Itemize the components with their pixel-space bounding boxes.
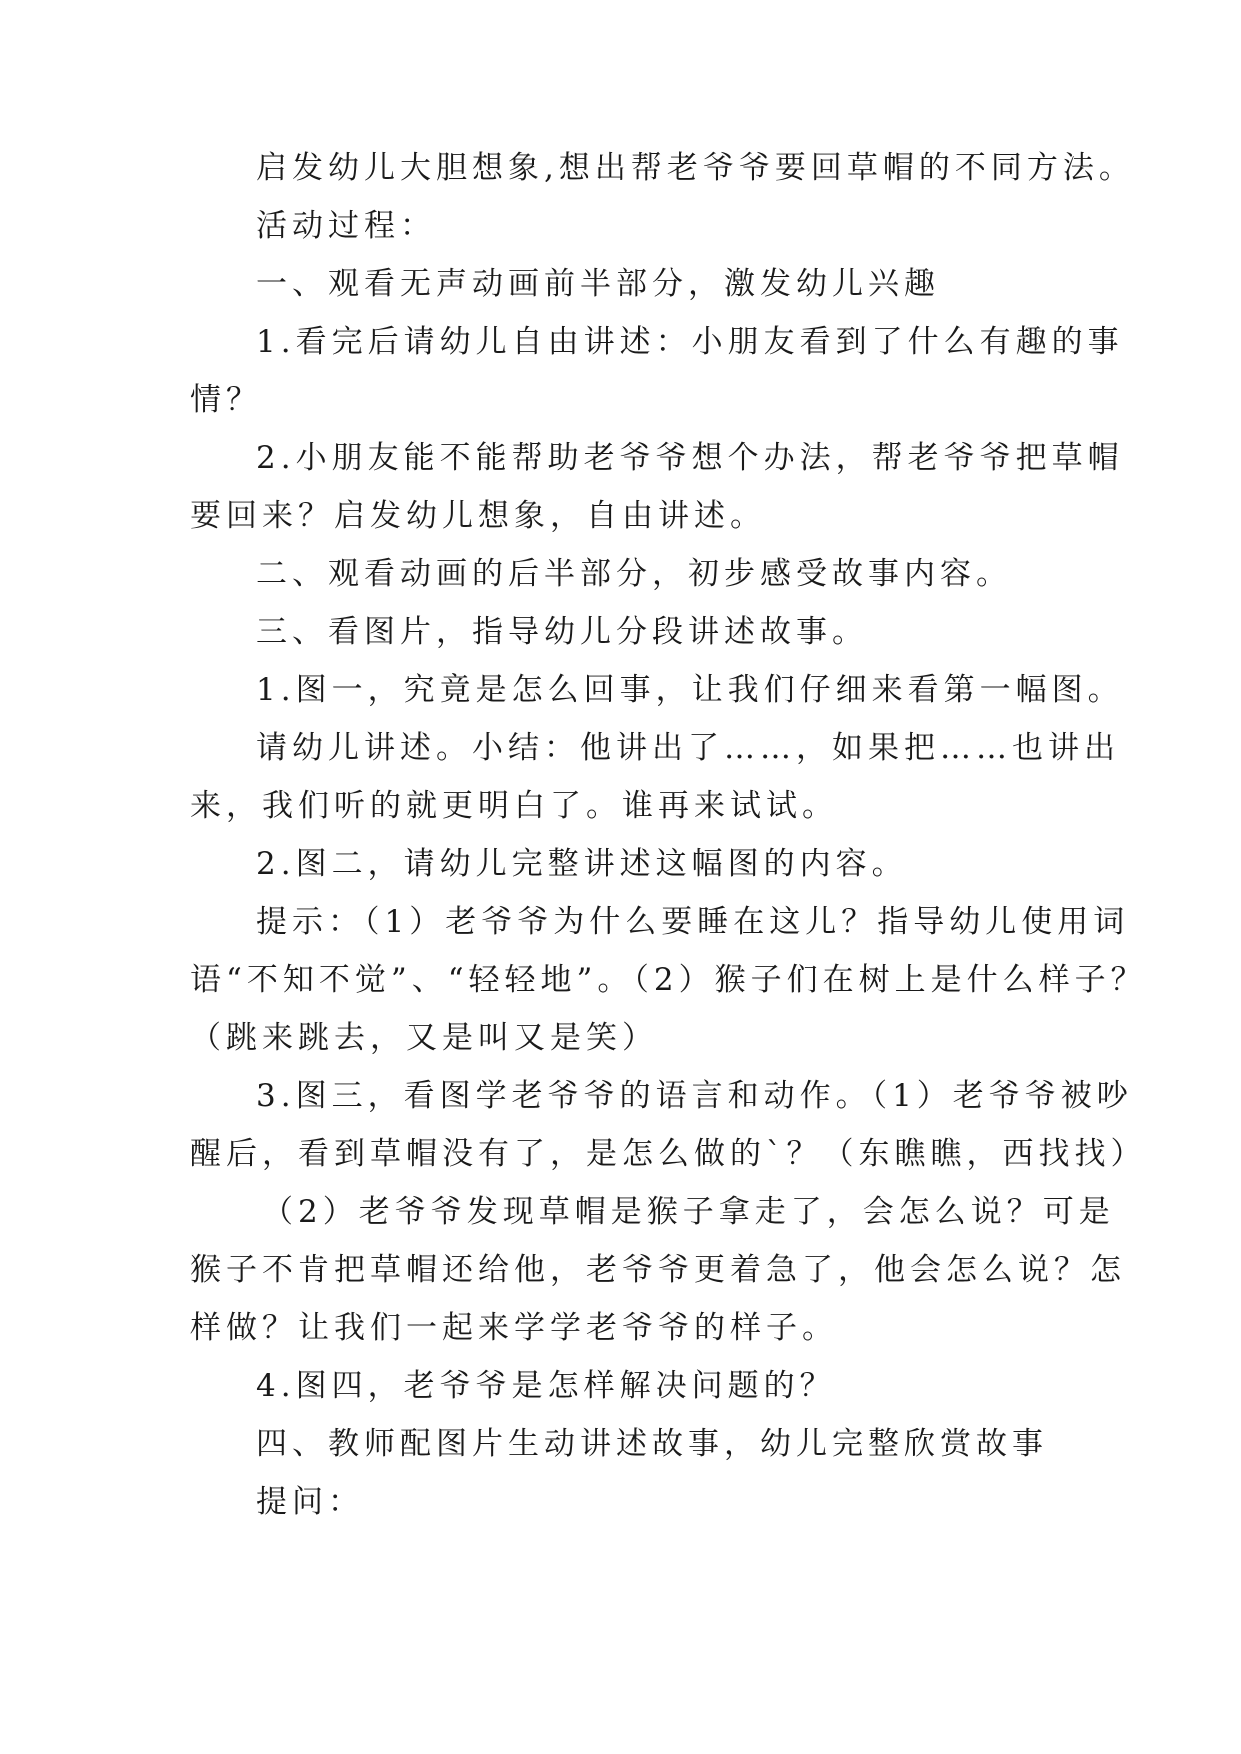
section-heading: 活动过程： bbox=[256, 208, 436, 244]
paragraph-line: 1.看完后请幼儿自由讲述：小朋友看到了什么有趣的事 bbox=[256, 324, 1124, 360]
paragraph-line: 启发幼儿大胆想象,想出帮老爷爷要回草帽的不同方法。 bbox=[256, 150, 1135, 186]
paragraph-line: 提示：（1）老爷爷为什么要睡在这儿？指导幼儿使用词 bbox=[256, 904, 1130, 940]
section-heading: 三、看图片，指导幼儿分段讲述故事。 bbox=[256, 614, 868, 650]
paragraph-line: （跳来跳去，又是叫又是笑） bbox=[190, 1020, 658, 1056]
paragraph-line: 情？ bbox=[190, 382, 262, 418]
paragraph-line: 1.图一，究竟是怎么回事，让我们仔细来看第一幅图。 bbox=[256, 672, 1124, 708]
paragraph-line: 请幼儿讲述。小结：他讲出了……，如果把……也讲出 bbox=[256, 730, 1120, 766]
section-heading: 四、教师配图片生动讲述故事，幼儿完整欣赏故事 bbox=[256, 1426, 1048, 1462]
section-heading: 二、观看动画的后半部分，初步感受故事内容。 bbox=[256, 556, 1012, 592]
paragraph-line: 提问： bbox=[256, 1484, 364, 1520]
paragraph-line: 2.小朋友能不能帮助老爷爷想个办法，帮老爷爷把草帽 bbox=[256, 440, 1124, 476]
paragraph-line: 醒后，看到草帽没有了，是怎么做的`？（东瞧瞧，西找找） bbox=[190, 1136, 1147, 1172]
paragraph-line: 3.图三，看图学老爷爷的语言和动作。（1）老爷爷被吵 bbox=[256, 1078, 1133, 1114]
paragraph-line: 猴子不肯把草帽还给他，老爷爷更着急了，他会怎么说？怎 bbox=[190, 1252, 1126, 1288]
paragraph-line: 4.图四，老爷爷是怎样解决问题的？ bbox=[256, 1368, 836, 1404]
paragraph-line: 来，我们听的就更明白了。谁再来试试。 bbox=[190, 788, 838, 824]
paragraph-line: 语“不知不觉”、“轻轻地”。（2）猴子们在树上是什么样子？ bbox=[190, 962, 1147, 998]
paragraph-line: （2）老爷爷发现草帽是猴子拿走了，会怎么说？可是 bbox=[262, 1194, 1115, 1230]
paragraph-line: 2.图二，请幼儿完整讲述这幅图的内容。 bbox=[256, 846, 908, 882]
paragraph-line: 样做？让我们一起来学学老爷爷的样子。 bbox=[190, 1310, 838, 1346]
section-heading: 一、观看无声动画前半部分，激发幼儿兴趣 bbox=[256, 266, 940, 302]
paragraph-line: 要回来？启发幼儿想象，自由讲述。 bbox=[190, 498, 766, 534]
